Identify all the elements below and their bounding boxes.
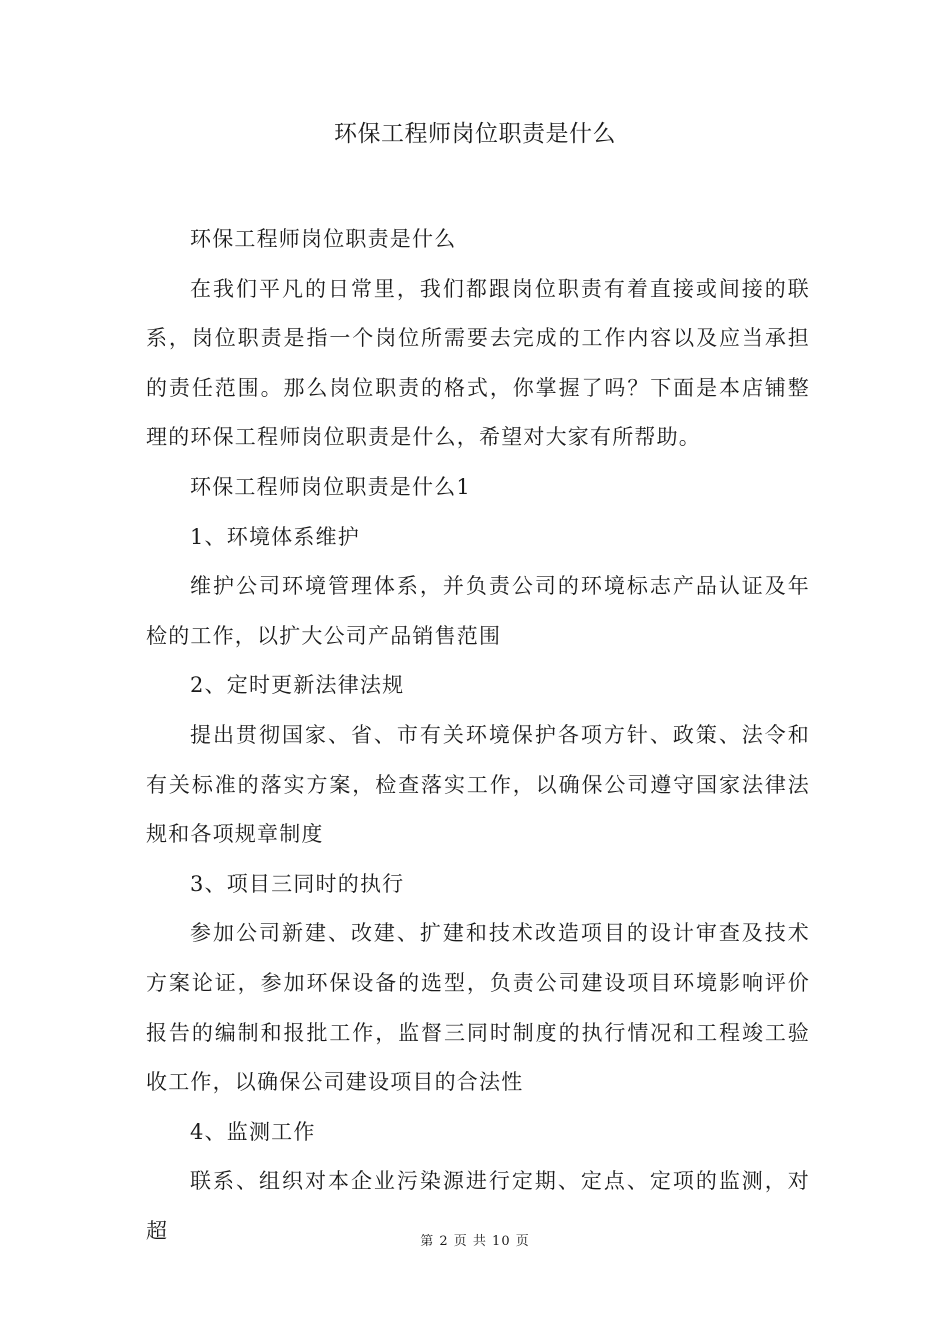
item-body-2: 提出贯彻国家、省、市有关环境保护各项方针、政策、法令和有关标准的落实方案，检查落实工作，以确保公司遵守国家法律法规和各项规章制度 xyxy=(146,722,810,847)
section-heading: 环保工程师岗位职责是什么1 xyxy=(190,474,471,499)
item-body-3: 参加公司新建、改建、扩建和技术改造项目的设计审查及技术方案论证，参加环保设备的选型，负责公司建设项目环境影响评价报告的编制和报批工作，监督三同时制度的执行情况和工程竣工验收工作，以确保公司建设项目的合法性 xyxy=(146,921,810,1095)
page-number-footer: 第 2 页 共 10 页 xyxy=(420,1234,530,1249)
item-heading-1: 1、环境体系维护 xyxy=(190,524,360,549)
paragraph-subtitle: 环保工程师岗位职责是什么 xyxy=(190,227,457,251)
paragraph-intro: 在我们平凡的日常里，我们都跟岗位职责有着直接或间接的联系，岗位职责是指一个岗位所需要去完成的工作内容以及应当承担的责任范围。那么岗位职责的格式，你掌握了吗？下面是本店铺整理的环保工程师岗位职责是什么，希望对大家有所帮助。 xyxy=(146,276,810,450)
item-heading-3: 3、项目三同时的执行 xyxy=(190,871,405,896)
item-body-4: 联系、组织对本企业污染源进行定期、定点、定项的监测，对超 xyxy=(146,1169,810,1243)
item-heading-4: 4、监测工作 xyxy=(190,1119,316,1144)
item-heading-2: 2、定时更新法律法规 xyxy=(190,673,405,698)
document-body xyxy=(146,215,810,1256)
page-title: 环保工程师岗位职责是什么 xyxy=(334,121,616,147)
item-body-1: 维护公司环境管理体系，并负责公司的环境标志产品认证及年检的工作，以扩大公司产品销售范围 xyxy=(146,574,810,648)
